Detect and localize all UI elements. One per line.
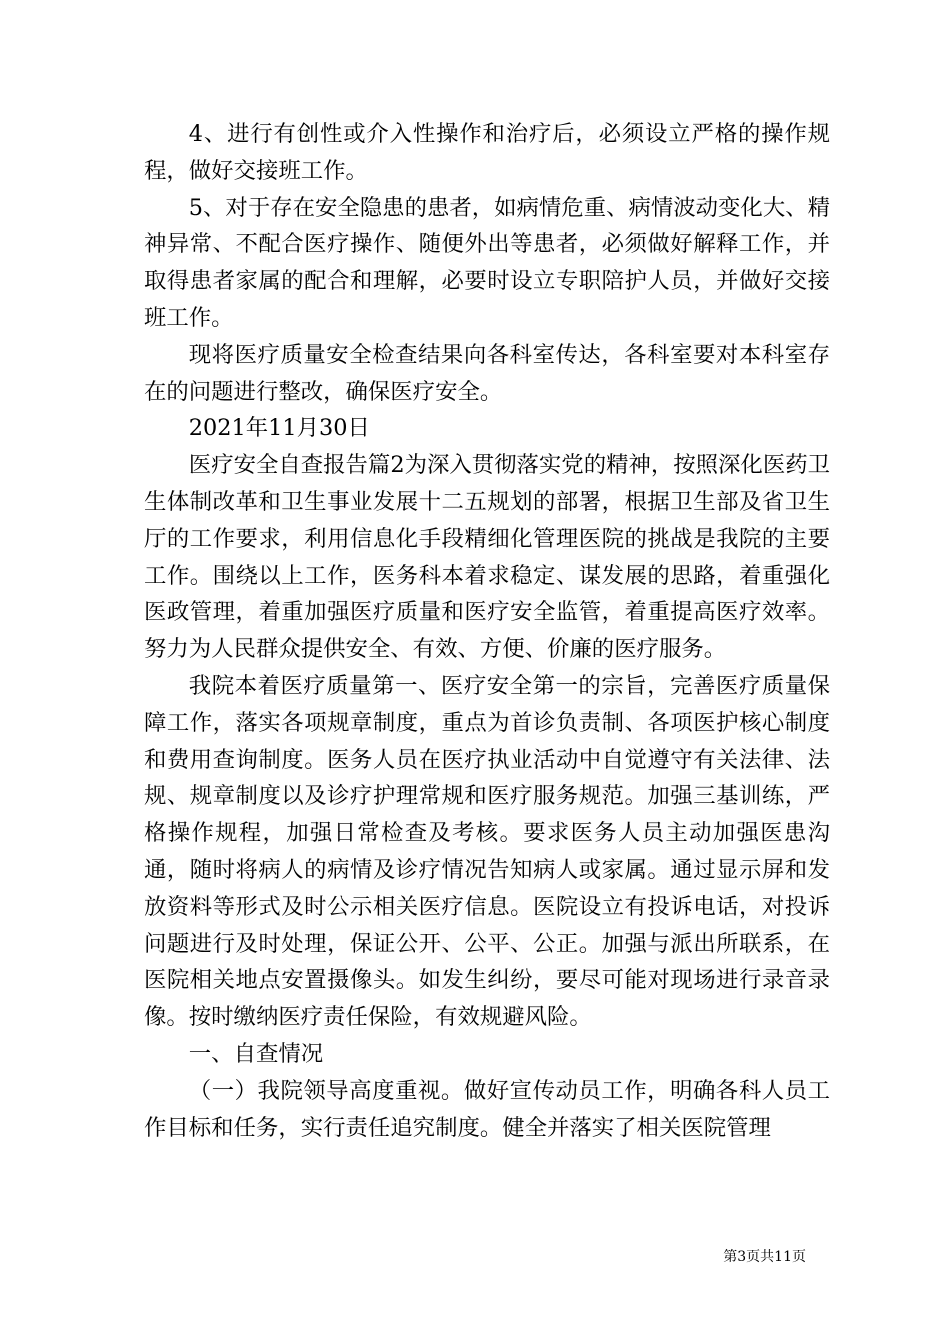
page-number: 第3页共11页 [723, 1249, 806, 1265]
paragraph-leadership: （一）我院领导高度重视。做好宣传动员工作，明确各科人员工作目标和任务，实行责任追究制度。健全并落实了相关医院管理 [144, 1077, 830, 1141]
paragraph-report-intro: 医疗安全自查报告篇2为深入贯彻落实党的精神，按照深化医药卫生体制改革和卫生事业发展十二五规划的部署，根据卫生部及省卫生厅的工作要求，利用信息化手段精细化管理医院的挑战是我院的主要工作。围绕以上工作，医务科本着求稳定、谋发展的思路，着重强化医政管理，着重加强医疗质量和医疗安全监管，着重提高医疗效率。努力为人民群众提供安全、有效、方便、价廉的医疗服务。 [144, 452, 830, 663]
document-body [144, 116, 830, 1146]
paragraph-date: 2021年11月30日 [188, 415, 370, 442]
section-heading-self-check: 一、自查情况 [188, 1040, 324, 1067]
paragraph-notice: 现将医疗质量安全检查结果向各科室传达，各科室要对本科室存在的问题进行整改，确保医疗安全。 [144, 341, 830, 405]
paragraph-item-5: 5、对于存在安全隐患的患者，如病情危重、病情波动变化大、精神异常、不配合医疗操作、随便外出等患者，必须做好解释工作，并取得患者家属的配合和理解，必要时设立专职陪护人员，并做好交接班工作。 [144, 194, 830, 331]
paragraph-item-4: 4、进行有创性或介入性操作和治疗后，必须设立严格的操作规程，做好交接班工作。 [144, 121, 830, 184]
paragraph-hospital-policy: 我院本着医疗质量第一、医疗安全第一的宗旨，完善医疗质量保障工作，落实各项规章制度，重点为首诊负责制、各项医护核心制度和费用查询制度。医务人员在医疗执业活动中自觉遵守有关法律、法规、规章制度以及诊疗护理常规和医疗服务规范。加强三基训练，严格操作规程，加强日常检查及考核。要求医务人员主动加强医患沟通，随时将病人的病情及诊疗情况告知病人或家属。通过显示屏和发放资料等形式及时公示相关医疗信息。医院设立有投诉电话，对投诉问题进行及时处理，保证公开、公平、公正。加强与派出所联系，在医院相关地点安置摄像头。如发生纠纷，要尽可能对现场进行录音录像。按时缴纳医疗责任保险，有效规避风险。 [144, 672, 830, 1031]
